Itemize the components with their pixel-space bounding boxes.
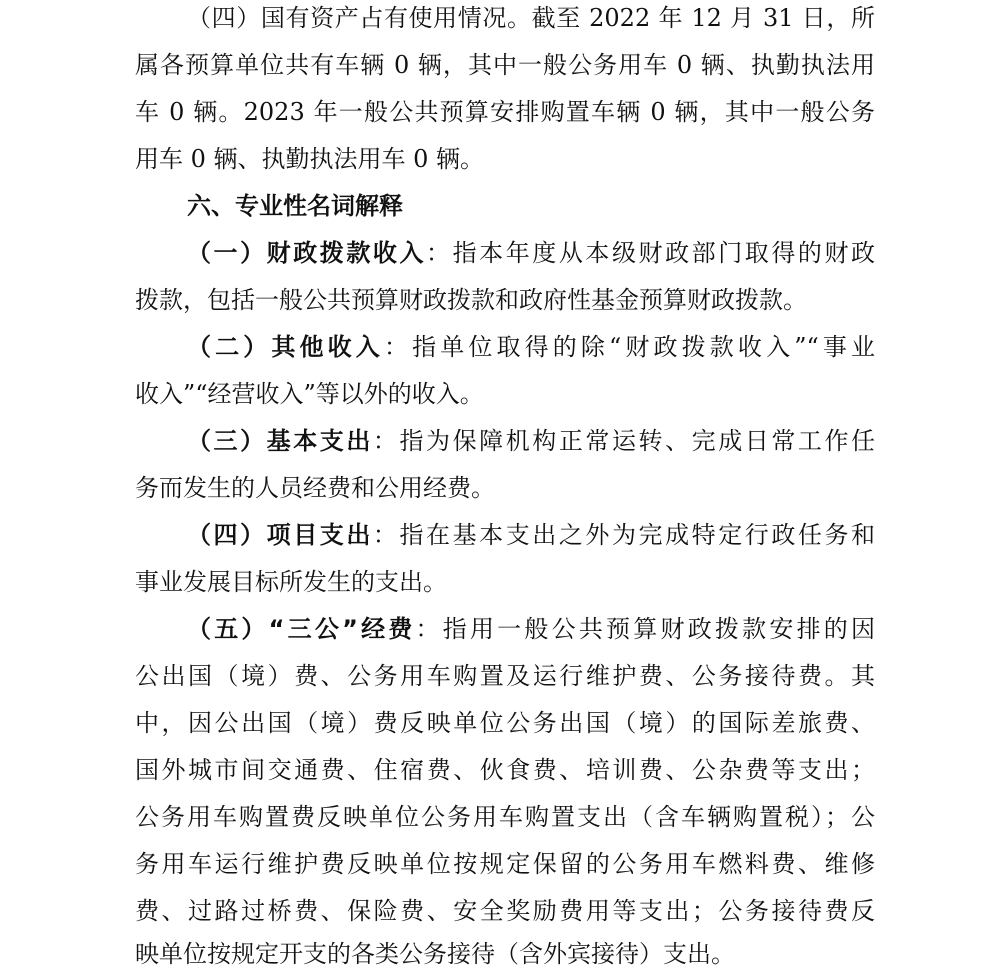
definition-4-line-1 [187,523,875,553]
vehicles-paragraph-line-2: 属各预算单位共有车辆 0 辆，其中一般公务用车 0 辆、执勤执法用 [135,51,875,79]
definition-2-term: （二）其他收入 [187,333,384,361]
definition-2-text: ：指单位取得的除“财政拨款收入”“事业 [383,333,876,361]
definition-5-line-2: 公出国（境）费、公务用车购置及运行维护费、公务接待费。其 [135,662,875,690]
definition-3-text: ：指为保障机构正常运转、完成日常工作任 [372,427,876,455]
definition-5-text: ：指用一般公共预算财政拨款安排的因 [415,615,876,643]
vehicles-paragraph-line-4: 用车 0 辆、执勤执法用车 0 辆。 [135,145,485,173]
definition-2-line-2: 收入”“经营收入”等以外的收入。 [135,380,484,408]
definition-5-line-7: 费、过路过桥费、保险费、安全奖励费用等支出；公务接待费反 [135,897,875,925]
definition-4-line-2: 事业发展目标所发生的支出。 [135,568,447,596]
vehicles-paragraph-line-3: 车 0 辆。2023 年一般公共预算安排购置车辆 0 辆，其中一般公务 [135,98,875,126]
definition-5-line-8: 映单位按规定开支的各类公务接待（含外宾接待）支出。 [135,940,735,968]
definition-1-line-1 [187,241,875,271]
definition-1-text: ：指本年度从本级财政部门取得的财政 [426,239,876,267]
section-heading: 六、专业性名词解释 [187,192,403,220]
definition-1-line-2: 拨款，包括一般公共预算财政拨款和政府性基金预算财政拨款。 [135,286,807,314]
definition-5-term: （五）“三公”经费 [187,615,416,643]
definition-3-term: （三）基本支出 [187,427,373,455]
definition-5-line-3: 中，因公出国（境）费反映单位公务出国（境）的国际差旅费、 [135,709,875,737]
definition-2-line-1 [187,335,875,365]
definition-5-line-1 [187,617,875,647]
vehicles-paragraph-line-1: （四）国有资产占有使用情况。截至 2022 年 12 月 31 日，所 [187,4,875,32]
definition-3-line-2: 务而发生的人员经费和公用经费。 [135,474,495,502]
definition-1-term: （一）财政拨款收入 [187,239,427,267]
definition-4-term: （四）项目支出 [187,521,373,549]
definition-5-line-4: 国外城市间交通费、住宿费、伙食费、培训费、公杂费等支出； [135,756,875,784]
definition-4-text: ：指在基本支出之外为完成特定行政任务和 [372,521,876,549]
definition-5-line-5: 公务用车购置费反映单位公务用车购置支出（含车辆购置税）；公 [135,803,875,831]
definition-5-line-6: 务用车运行维护费反映单位按规定保留的公务用车燃料费、维修 [135,850,875,878]
definition-3-line-1 [187,429,875,459]
